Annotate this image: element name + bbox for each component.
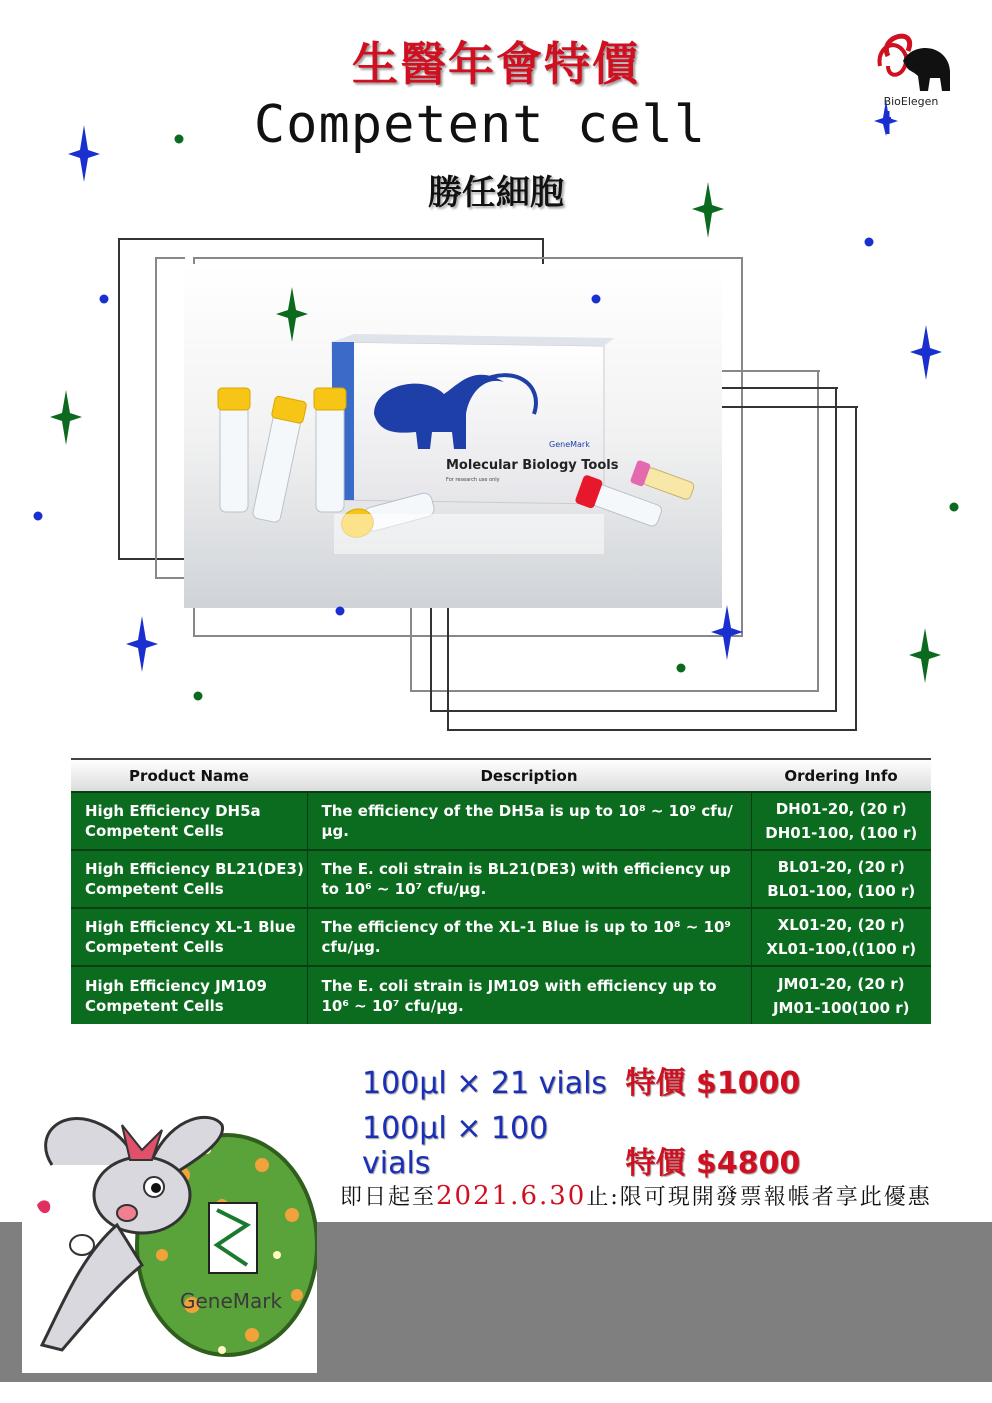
ordering-line: XL01-20, (20 r) — [777, 916, 905, 934]
ordering-line: BL01-100, (100 r) — [767, 882, 916, 900]
table-row — [71, 850, 931, 908]
promo-text — [340, 1180, 932, 1211]
ordering-line: DH01-20, (20 r) — [775, 800, 907, 818]
header-ordering-info: Ordering Info — [751, 759, 931, 792]
ordering-line: JM01-20, (20 r) — [777, 974, 905, 993]
price-quantity: 100μl × 100 vials — [362, 1111, 549, 1181]
price-row — [362, 1111, 800, 1182]
mascot-brand-text: GeneMark — [180, 1289, 283, 1313]
ordering-line: XL01-100,((100 r) — [766, 940, 917, 958]
product-name-line: Competent Cells — [85, 996, 224, 1015]
star-icon — [874, 100, 898, 136]
description-cell: The E. coli strain is JM109 with efficiency up to 10⁶ ~ 10⁷ cfu/μg. — [307, 966, 751, 1024]
product-name-line: High Efficiency XL-1 Blue — [85, 918, 296, 936]
table-header-row — [71, 759, 931, 792]
star-icon — [909, 628, 941, 683]
ordering-line: JM01-100(100 r) — [772, 998, 910, 1017]
mascot-panel — [22, 1105, 317, 1373]
star-icon — [276, 287, 308, 342]
product-name-cell — [71, 908, 307, 966]
ordering-cell — [751, 908, 931, 966]
price-row — [362, 1058, 800, 1102]
star-icon — [50, 390, 82, 445]
star-icon — [68, 125, 100, 182]
product-name-cell — [71, 966, 307, 1024]
promo-date: 2021.6.30 — [436, 1181, 587, 1211]
product-name-line: High Efficiency JM109 — [85, 976, 267, 995]
product-name-line: High Efficiency BL21(DE3) — [85, 860, 304, 878]
title-english: Competent cell — [253, 95, 707, 155]
subtitle-chinese: 勝任細胞 — [428, 173, 564, 213]
star-icon — [692, 182, 724, 238]
ordering-line: BL01-20, (20 r) — [777, 858, 905, 876]
header-description: Description — [307, 759, 751, 792]
ordering-cell — [751, 850, 931, 908]
table-row — [71, 966, 931, 1024]
star-icon — [711, 605, 743, 660]
logo-text: BioElegen — [883, 95, 939, 108]
price-quantity: 100μl × 21 vials — [362, 1066, 608, 1101]
product-table — [71, 758, 931, 1024]
table-row — [71, 792, 931, 850]
description-cell: The efficiency of the DH5a is up to 10⁸ ~ 10⁹ cfu/μg. — [307, 792, 751, 850]
product-name-line: Competent Cells — [85, 938, 224, 956]
bunny-mascot-icon — [22, 1105, 317, 1373]
box-subtitle-text: For research use only — [446, 477, 500, 483]
header-product-name: Product Name — [71, 759, 307, 792]
product-name-cell — [71, 850, 307, 908]
product-name-line: Competent Cells — [85, 880, 224, 898]
ordering-cell — [751, 966, 931, 1024]
description-cell: The efficiency of the XL-1 Blue is up to 10⁸ ~ 10⁹ cfu/μg. — [307, 908, 751, 966]
description-cell: The E. coli strain is BL21(DE3) with efficiency up to 10⁶ ~ 10⁷ cfu/μg. — [307, 850, 751, 908]
title-chinese: 生醫年會特價 — [352, 37, 640, 91]
box-title-text: Molecular Biology Tools — [446, 458, 619, 473]
ordering-cell — [751, 792, 931, 850]
box-brand-text: GeneMark — [549, 440, 590, 449]
product-name-line: Competent Cells — [85, 822, 224, 840]
product-name-cell — [71, 792, 307, 850]
ordering-line: DH01-100, (100 r) — [765, 824, 918, 842]
promo-prefix: 即日起至 — [340, 1185, 437, 1210]
star-icon — [126, 616, 158, 672]
price-value: 特價 $4800 — [625, 1146, 801, 1181]
table-row — [71, 908, 931, 966]
star-icon — [910, 325, 942, 380]
product-name-line: High Efficiency DH5a — [85, 802, 261, 820]
promo-suffix: 止:限可現開發票報帳者享此優惠 — [586, 1185, 932, 1210]
price-value: 特價 $1000 — [625, 1066, 801, 1101]
